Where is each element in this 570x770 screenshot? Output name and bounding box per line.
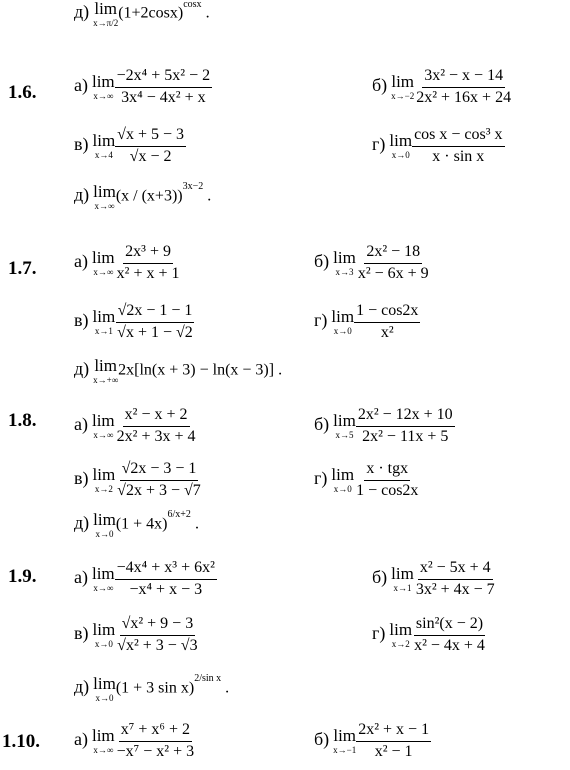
limit-word: lim	[94, 0, 118, 18]
exercise-letter: а)	[74, 566, 88, 587]
numerator: x⁷ + x⁶ + 2	[119, 722, 192, 742]
fraction	[115, 616, 199, 655]
limit-word: lim	[92, 465, 116, 485]
fraction	[414, 68, 513, 107]
denominator: √x − 2	[129, 147, 172, 165]
limit-operator	[93, 132, 116, 160]
limit-word: lim	[92, 620, 116, 640]
fraction	[115, 127, 186, 166]
limit-word: lim	[91, 411, 115, 431]
trailing-period: .	[221, 679, 230, 697]
limit-expression: (1+2cosx)	[118, 4, 184, 22]
problem-number-1-6: 1.6.	[8, 82, 37, 103]
limit-subscript: x→0	[333, 484, 352, 495]
fraction	[115, 722, 196, 761]
limit-subscript: x→1	[393, 583, 412, 594]
limit-subscript: x→1	[94, 326, 113, 337]
numerator: √x² + 9 − 3	[120, 616, 196, 636]
exercise-item	[74, 244, 182, 283]
limit-subscript: x→π/2	[93, 18, 119, 28]
limit-subscript: x→0	[94, 639, 113, 650]
limit-subscript: x→0	[95, 693, 114, 703]
exercise-letter: в)	[74, 133, 89, 154]
numerator: 2x² − 18	[364, 244, 422, 264]
fraction	[356, 407, 455, 446]
denominator: 3x⁴ − 4x² + x	[121, 88, 206, 106]
numerator: x² − x + 2	[123, 407, 190, 427]
exercise-item	[74, 508, 199, 539]
numerator: −2x⁴ + 5x² − 2	[115, 68, 212, 88]
fraction	[115, 68, 212, 107]
exercise-item	[314, 303, 420, 342]
limit-operator	[93, 621, 116, 649]
exercise-letter: д)	[74, 512, 90, 533]
exercise-letter: д)	[74, 676, 90, 697]
numerator: 1 − cos2x	[354, 303, 420, 323]
limit-word: lim	[92, 307, 116, 327]
fraction	[354, 303, 420, 342]
denominator: 2x² − 11x + 5	[362, 427, 449, 445]
numerator: √x + 5 − 3	[115, 127, 186, 147]
denominator: x²	[380, 323, 394, 341]
limit-subscript: x→∞	[93, 91, 114, 102]
limit-subscript: x→∞	[93, 745, 114, 756]
denominator: 2x² + 16x + 24	[416, 88, 512, 106]
exercise-letter: б)	[314, 728, 330, 749]
exercise-item	[314, 407, 455, 446]
exercise-letter: в)	[74, 467, 89, 488]
exercise-item	[74, 616, 200, 655]
limit-word: lim	[92, 131, 116, 151]
exercise-item	[74, 722, 196, 761]
limit-operator	[92, 249, 115, 277]
limit-operator	[92, 727, 115, 755]
limit-operator	[92, 73, 115, 101]
trailing-period: .	[201, 4, 210, 22]
exercise-item	[74, 672, 230, 703]
exercise-item	[74, 560, 217, 599]
limit-expression: 2x[ln(x + 3) − ln(x − 3)]	[118, 361, 275, 379]
limit-word: lim	[333, 726, 357, 746]
denominator: 1 − cos2x	[356, 481, 419, 499]
limit-subscript: x→2	[391, 639, 410, 650]
exercise-letter: д)	[74, 184, 90, 205]
limit-subscript: x→0	[391, 150, 410, 161]
limit-operator	[93, 183, 116, 211]
exercise-item	[74, 303, 195, 342]
limit-subscript: x→∞	[93, 267, 114, 278]
numerator: 2x³ + 9	[123, 244, 173, 264]
fraction	[115, 560, 217, 599]
numerator: √2x − 3 − 1	[120, 461, 199, 481]
exercise-item	[314, 722, 431, 761]
limit-operator	[333, 727, 356, 755]
fraction	[412, 127, 504, 166]
trailing-period: .	[274, 361, 283, 379]
denominator: x² + x + 1	[116, 264, 180, 282]
limit-operator	[92, 412, 115, 440]
denominator: √x + 1 − √2	[117, 323, 193, 341]
limit-subscript: x→+∞	[93, 375, 119, 385]
limit-word: lim	[93, 674, 116, 693]
limit-operator	[331, 308, 354, 336]
exponent-denominator: cosx	[183, 0, 202, 10]
limit-subscript: x→∞	[94, 201, 115, 211]
exercise-item	[74, 127, 186, 166]
fraction	[115, 407, 198, 446]
exercise-item	[372, 68, 513, 107]
denominator: x · sin x	[432, 147, 485, 165]
exercise-item	[74, 0, 210, 28]
limit-subscript: x→−2	[391, 91, 415, 102]
denominator: √x² + 3 − √3	[117, 636, 198, 654]
denominator: √2x + 3 − √7	[117, 481, 201, 499]
trailing-period: .	[203, 187, 212, 205]
limit-operator	[389, 132, 412, 160]
exercise-letter: д)	[74, 358, 90, 379]
limit-operator	[93, 0, 118, 28]
limit-word: lim	[331, 307, 355, 327]
exercise-letter: б)	[314, 250, 330, 271]
limit-word: lim	[333, 248, 356, 268]
limit-operator	[391, 565, 414, 593]
limit-expression: (1 + 4x)	[115, 515, 168, 533]
exercise-letter: в)	[74, 622, 89, 643]
exercise-letter: а)	[74, 728, 88, 749]
problem-number-1-7: 1.7.	[8, 258, 37, 279]
limit-operator	[333, 412, 356, 440]
limit-expression: (1 + 3 sin x)	[115, 679, 195, 697]
limit-word: lim	[391, 72, 415, 92]
exercise-letter: а)	[74, 250, 88, 271]
exercise-letter: б)	[372, 566, 388, 587]
limit-subscript: x→∞	[93, 430, 114, 441]
limit-word: lim	[389, 620, 413, 640]
limit-operator	[92, 565, 115, 593]
numerator: −4x⁴ + x³ + 6x²	[115, 560, 217, 580]
limit-operator	[333, 249, 356, 277]
denominator: 3x² + 4x − 7	[415, 580, 495, 598]
limit-subscript: x→0	[95, 529, 114, 539]
fraction	[354, 461, 420, 500]
denominator: x² − 1	[374, 742, 413, 760]
limit-word: lim	[91, 248, 115, 268]
exercise-item	[74, 68, 212, 107]
exercise-letter: г)	[314, 309, 328, 330]
exercise-item	[74, 180, 212, 211]
limit-expression: (x / (x+3))	[115, 187, 183, 205]
exercise-item	[74, 407, 198, 446]
denominator: 2x² + 3x + 4	[116, 427, 196, 445]
exercise-letter: г)	[372, 133, 386, 154]
exercise-letter: а)	[74, 413, 88, 434]
exercise-item	[372, 127, 505, 166]
numerator: 2x² − 12x + 10	[356, 407, 455, 427]
exponent-fraction	[183, 0, 201, 10]
denominator: −x⁷ − x² + 3	[116, 742, 195, 760]
limit-operator	[93, 357, 118, 385]
exercise-item	[372, 616, 487, 655]
numerator: cos x − cos³ x	[412, 127, 504, 147]
numerator: 3x² − x − 14	[422, 68, 505, 88]
exercise-letter: б)	[314, 413, 330, 434]
fraction	[115, 303, 195, 342]
fraction	[414, 560, 497, 599]
fraction	[115, 244, 182, 283]
limit-subscript: x→0	[333, 326, 352, 337]
exponent: 6/x+2	[167, 508, 191, 520]
limit-operator	[93, 511, 116, 539]
numerator: x² − 5x + 4	[418, 560, 493, 580]
exercise-item	[74, 357, 282, 385]
exercise-item	[372, 560, 497, 599]
limit-word: lim	[91, 726, 115, 746]
fraction	[115, 461, 203, 500]
limit-word: lim	[93, 510, 116, 529]
exercise-letter: б)	[372, 74, 388, 95]
limit-operator	[331, 466, 354, 494]
limit-word: lim	[391, 564, 414, 584]
exercise-letter: д)	[74, 1, 90, 22]
limit-subscript: x→−1	[333, 745, 357, 756]
exercise-letter: г)	[372, 622, 386, 643]
limit-subscript: x→∞	[93, 583, 114, 594]
exercise-item	[314, 244, 431, 283]
limit-subscript: x→5	[335, 430, 354, 441]
numerator: 2x² + x − 1	[356, 722, 431, 742]
problem-number-1-10: 1.10.	[2, 731, 40, 752]
exponent: 3x−2	[182, 180, 204, 192]
denominator: x² − 4x + 4	[414, 636, 485, 654]
limit-subscript: x→4	[94, 150, 113, 161]
problem-number-1-9: 1.9.	[8, 566, 37, 587]
limit-word: lim	[333, 411, 356, 431]
limit-word: lim	[93, 182, 116, 201]
exercise-letter: в)	[74, 309, 89, 330]
trailing-period: .	[190, 515, 199, 533]
exercise-letter: а)	[74, 74, 88, 95]
numerator: sin²(x − 2)	[414, 616, 485, 636]
limit-subscript: x→2	[94, 484, 113, 495]
numerator: x · tgx	[364, 461, 410, 481]
limit-operator	[389, 621, 412, 649]
fraction	[356, 244, 431, 283]
limit-operator	[93, 675, 116, 703]
exercise-letter: г)	[314, 467, 328, 488]
denominator: −x⁴ + x − 3	[129, 580, 203, 598]
limit-word: lim	[91, 564, 115, 584]
exponent: 2/sin x	[194, 672, 222, 684]
fraction	[356, 722, 431, 761]
limit-word: lim	[94, 356, 117, 375]
limit-operator	[391, 73, 414, 101]
numerator: √2x − 1 − 1	[116, 303, 195, 323]
limit-subscript: x→3	[335, 267, 354, 278]
denominator: x² − 6x + 9	[357, 264, 429, 282]
problem-number-1-8: 1.8.	[8, 410, 37, 431]
exercise-item	[74, 461, 203, 500]
limit-word: lim	[389, 131, 413, 151]
exercise-item	[314, 461, 420, 500]
limit-operator	[93, 466, 116, 494]
limit-word: lim	[331, 465, 355, 485]
limit-word: lim	[91, 72, 115, 92]
fraction	[412, 616, 487, 655]
limit-operator	[93, 308, 116, 336]
